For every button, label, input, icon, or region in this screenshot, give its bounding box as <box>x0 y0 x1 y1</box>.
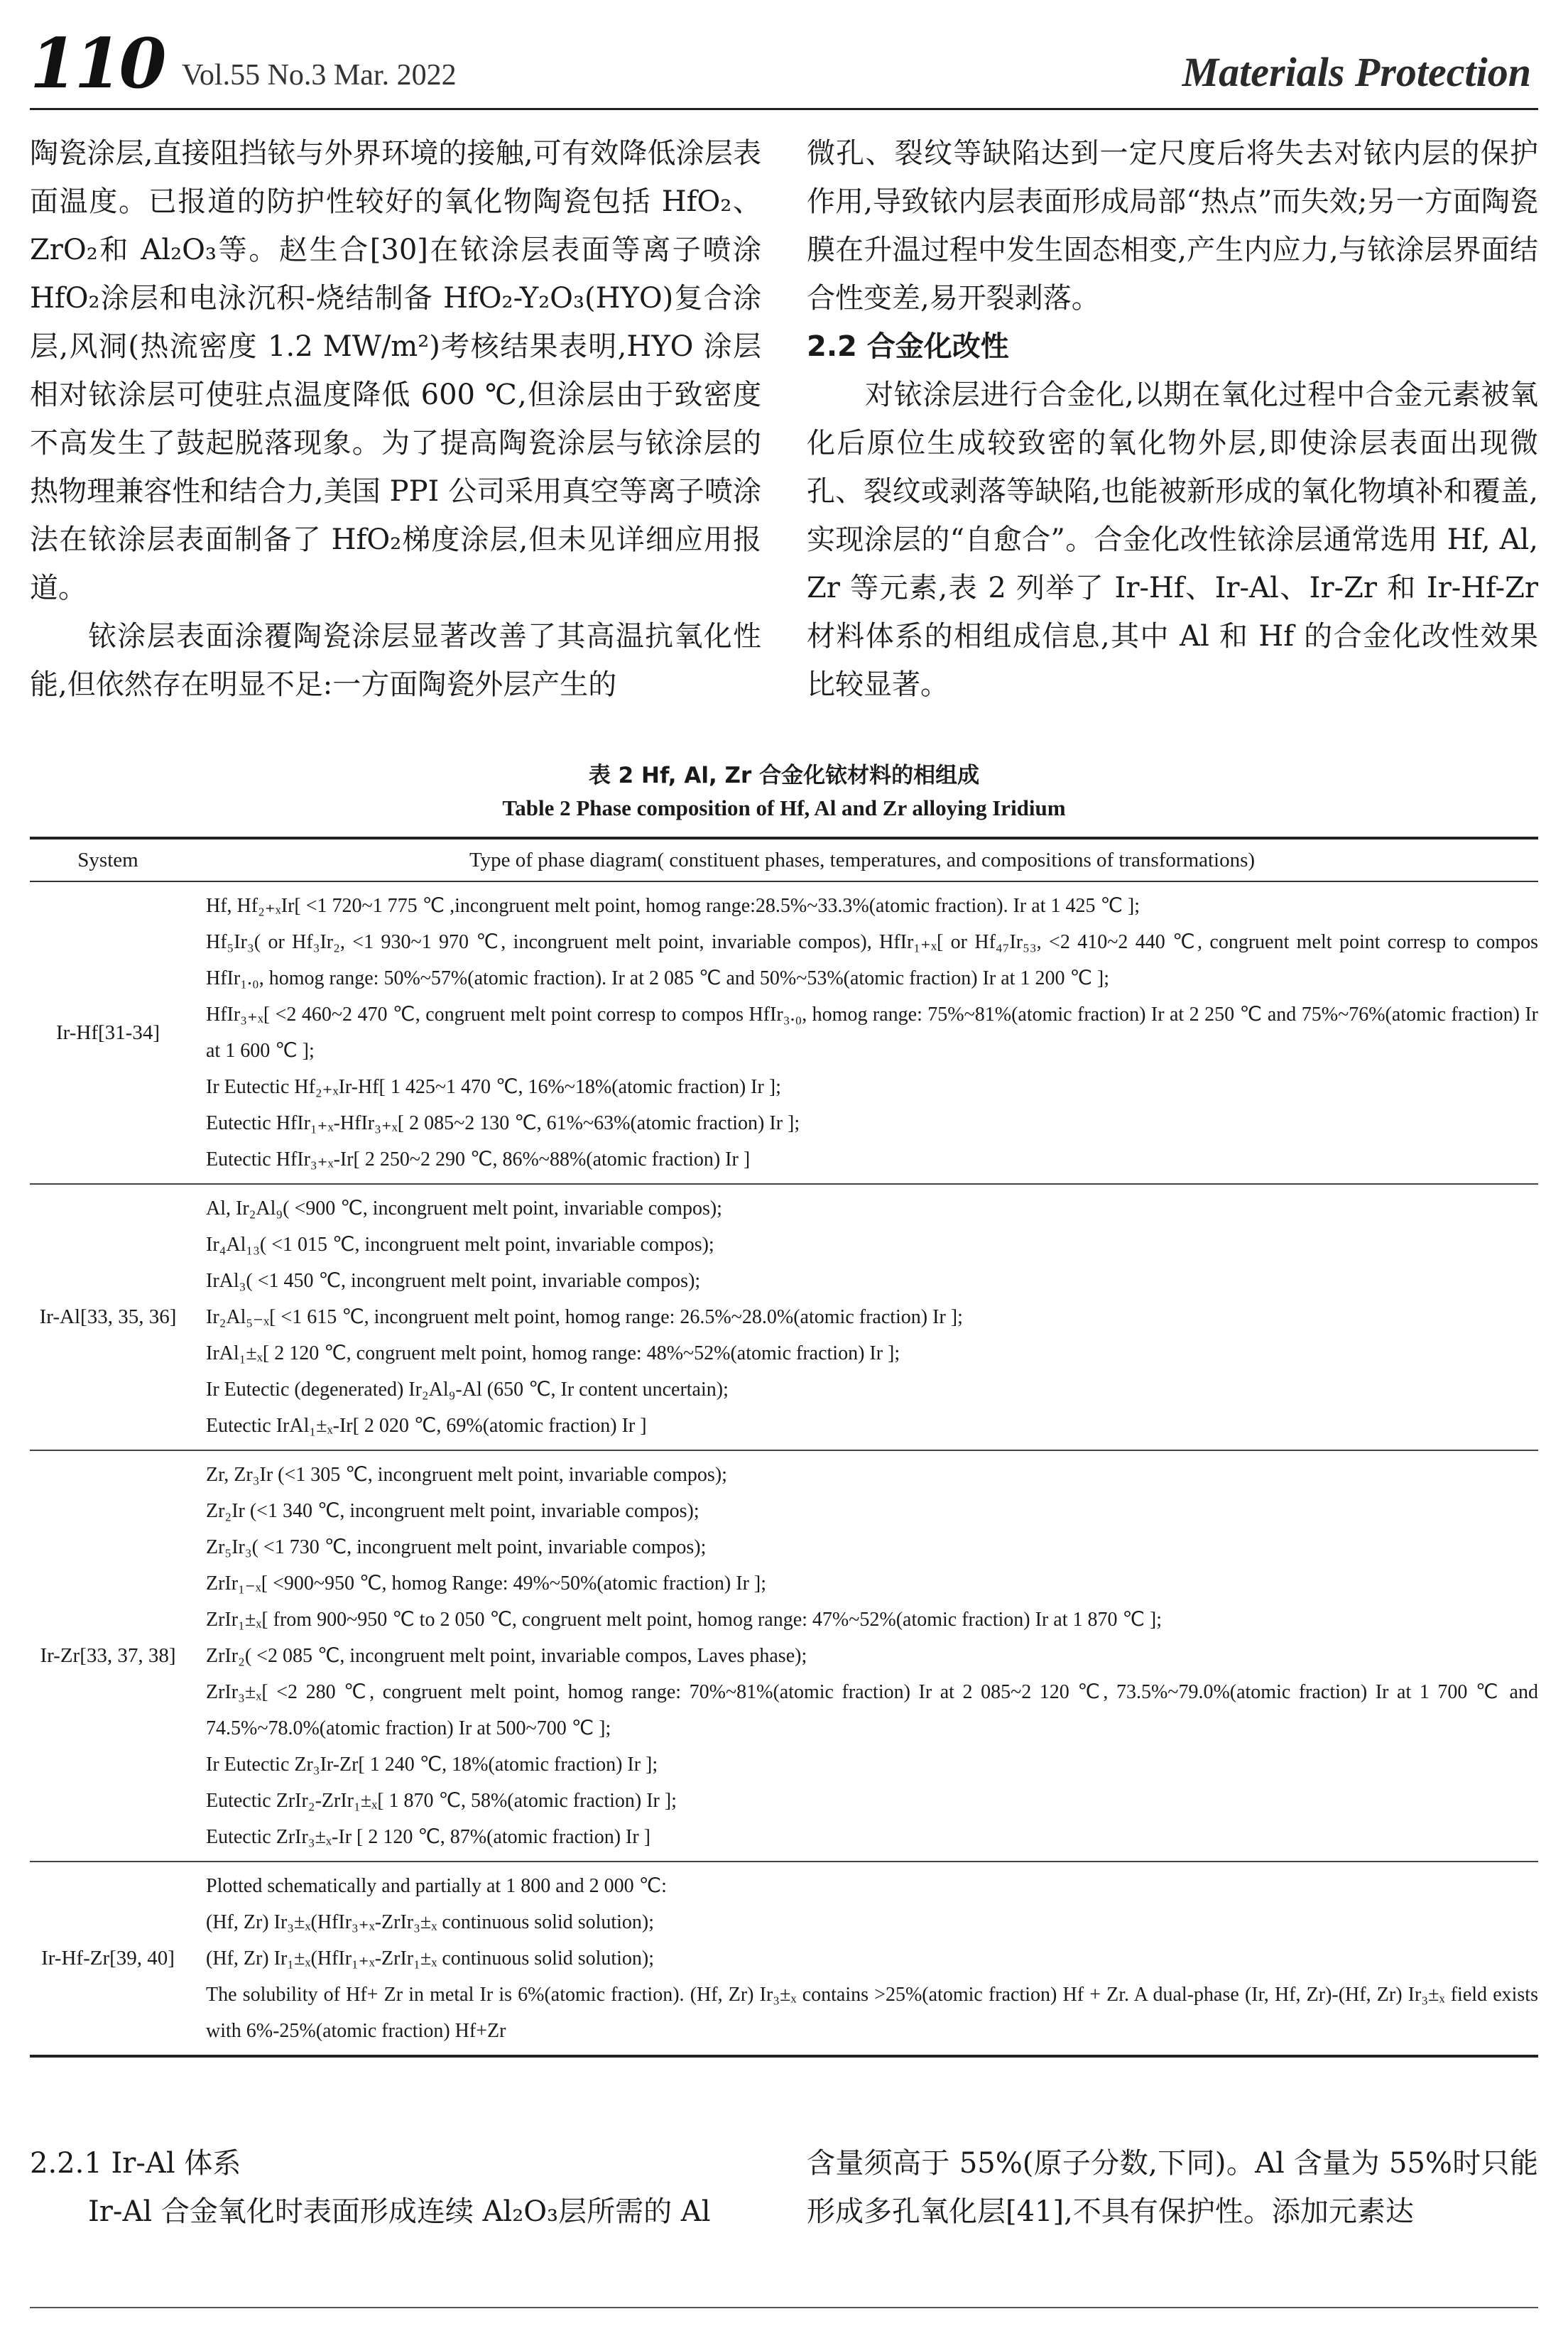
description-line: Eutectic HfIr₁₊ₓ-HfIr₃₊ₓ[ 2 085~2 130 ℃, 61%~63%(atomic fraction) Ir ]; <box>206 1112 800 1134</box>
page-header <box>30 23 1538 107</box>
description-line: Al, Ir₂Al₉( <900 ℃, incongruent melt point, invariable compos); <box>206 1197 722 1219</box>
description-line: Ir₄Al₁₃( <1 015 ℃, incongruent melt point, invariable compos); <box>206 1234 714 1256</box>
description-line: Ir Eutectic Zr₃Ir-Zr[ 1 240 ℃, 18%(atomic fraction) Ir ]; <box>206 1754 658 1776</box>
description-line: Eutectic ZrIr₃±ₓ-Ir [ 2 120 ℃, 87%(atomic fraction) Ir ] <box>206 1826 650 1848</box>
description-line: Zr₅Ir₃( <1 730 ℃, incongruent melt point, invariable compos); <box>206 1536 707 1558</box>
system-cell: Ir-Al[33, 35, 36] <box>30 1184 186 1450</box>
col-header-type: Type of phase diagram( constituent phases, temperatures, and compositions of transformations) <box>186 838 1538 881</box>
description-line: Ir₂Al₅₋ₓ[ <1 615 ℃, incongruent melt point, homog range: 26.5%~28.0%(atomic fraction) Ir ]; <box>206 1306 963 1328</box>
description-cell <box>186 1450 1538 1862</box>
header-rule <box>30 108 1538 110</box>
description-line: ZrIr₂( <2 085 ℃, incongruent melt point, invariable compos, Laves phase); <box>206 1645 807 1667</box>
table-row <box>30 1184 1538 1450</box>
left-paragraph-2: 铱涂层表面涂覆陶瓷涂层显著改善了其高温抗氧化性能,但依然存在明显不足:一方面陶瓷外层产生的 <box>30 620 761 701</box>
bottom-right-paragraph: 含量须高于 55%(原子分数,下同)。Al 含量为 55%时只能形成多孔氧化层[41],不具有保护性。添加元素达 <box>807 2147 1538 2228</box>
table-caption-cn: 表 2 Hf, Al, Zr 合金化铱材料的相组成 <box>588 763 980 788</box>
col-header-system: System <box>30 838 186 881</box>
journal-issue-info: Vol.55 No.3 Mar. 2022 <box>182 59 457 92</box>
description-line: Ir Eutectic (degenerated) Ir₂Al₉-Al (650 ℃, Ir content uncertain); <box>206 1379 729 1401</box>
table-caption-en: Table 2 Phase composition of Hf, Al and Zr alloying Iridium <box>502 795 1066 820</box>
description-line: IrAl₃( <1 450 ℃, incongruent melt point, invariable compos); <box>206 1270 701 1292</box>
bottom-left-paragraph: Ir-Al 合金氧化时表面形成连续 Al₂O₃层所需的 Al <box>88 2195 711 2228</box>
system-cell: Ir-Hf[31-34] <box>30 881 186 1184</box>
description-line: Eutectic IrAl₁±ₓ-Ir[ 2 020 ℃, 69%(atomic fraction) Ir ] <box>206 1415 647 1437</box>
description-cell <box>186 881 1538 1184</box>
description-line: ZrIr₁₋ₓ[ <900~950 ℃, homog Range: 49%~50%(atomic fraction) Ir ]; <box>206 1572 766 1594</box>
description-line: Eutectic ZrIr₂-ZrIr₁±ₓ[ 1 870 ℃, 58%(atomic fraction) Ir ]; <box>206 1790 677 1812</box>
description-cell <box>186 1184 1538 1450</box>
description-line: (Hf, Zr) Ir₃±ₓ(HfIr₃₊ₓ-ZrIr₃±ₓ continuous solid solution); <box>206 1911 655 1933</box>
description-line: HfIr₃₊ₓ[ <2 460~2 470 ℃, congruent melt point corresp to compos HfIr₃.₀, homog range: 75%~81%(atomic fraction) Ir at 2 250 ℃ and 75%~76%(atomic fraction) Ir at 1 600 ℃ ]; <box>206 1004 1538 1062</box>
footer-rule <box>30 2307 1538 2308</box>
description-line: The solubility of Hf+ Zr in metal Ir is 6%(atomic fraction). (Hf, Zr) Ir₃±ₓ contains >25%(atomic fraction) Hf + Zr. A dual-phase (Ir, Hf, Zr)-(Hf, Zr) Ir₃±ₓ field exists with 6%-25%(atomic fraction) Hf+Zr <box>206 1984 1538 2042</box>
table-row <box>30 1450 1538 1862</box>
right-column <box>807 129 1538 709</box>
table-header-row <box>30 838 1538 881</box>
bottom-right-column <box>807 2139 1538 2236</box>
phase-table <box>30 837 1538 2058</box>
left-column <box>30 129 761 709</box>
description-line: Hf, Hf₂₊ₓIr[ <1 720~1 775 ℃ ,incongruent melt point, homog range:28.5%~33.3%(atomic fraction). Ir at 1 425 ℃ ]; <box>206 895 1140 917</box>
section-heading: 2.2 合金化改性 <box>807 330 1009 363</box>
description-line: (Hf, Zr) Ir₁±ₓ(HfIr₁₊ₓ-ZrIr₁±ₓ continuous solid solution); <box>206 1947 655 1969</box>
description-cell <box>186 1862 1538 2056</box>
journal-name: Materials Protection <box>1182 49 1531 95</box>
description-line: Zr₂Ir (<1 340 ℃, incongruent melt point, invariable compos); <box>206 1500 699 1522</box>
table-row <box>30 881 1538 1184</box>
description-line: ZrIr₁±ₓ[ from 900~950 ℃ to 2 050 ℃, congruent melt point, homog range: 47%~52%(atomic fraction) Ir at 1 870 ℃ ]; <box>206 1609 1163 1631</box>
subsection-heading: 2.2.1 Ir-Al 体系 <box>30 2147 241 2180</box>
bottom-left-column <box>30 2139 761 2236</box>
system-cell: Ir-Hf-Zr[39, 40] <box>30 1862 186 2056</box>
left-paragraph-1: 陶瓷涂层,直接阻挡铱与外界环境的接触,可有效降低涂层表面温度。已报道的防护性较好的氧化物陶瓷包括 HfO₂、ZrO₂和 Al₂O₃等。赵生合[30]在铱涂层表面等离子喷涂 HfO₂涂层和电泳沉积-烧结制备 HfO₂-Y₂O₃(HYO)复合涂层,风洞(热流密度 1.2 MW/m²)考核结果表明,HYO 涂层相对铱涂层可使驻点温度降低 600 ℃,但涂层由于致密度不高发生了鼓起脱落现象。为了提高陶瓷涂层与铱涂层的热物理兼容性和结合力,美国 PPI 公司采用真空等离子喷涂法在铱涂层表面制备了 HfO₂梯度涂层,但未见详细应用报道。 <box>30 137 761 604</box>
description-line: Hf₅Ir₃( or Hf₃Ir₂, <1 930~1 970 ℃, incongruent melt point, invariable compos), HfIr₁₊ₓ[ or Hf₄₇Ir₅₃, <2 410~2 440 ℃, congruent melt point corresp to compos HfIr₁.₀, homog range: 50%~57%(atomic fraction). Ir at 2 085 ℃ and 50%~53%(atomic fraction) Ir at 1 200 ℃ ]; <box>206 931 1538 989</box>
right-paragraph-1: 微孔、裂纹等缺陷达到一定尺度后将失去对铱内层的保护作用,导致铱内层表面形成局部“热点”而失效;另一方面陶瓷膜在升温过程中发生固态相变,产生内应力,与铱涂层界面结合性变差,易开裂剥落。 <box>807 137 1538 315</box>
description-line: IrAl₁±ₓ[ 2 120 ℃, congruent melt point, homog range: 48%~52%(atomic fraction) Ir ]; <box>206 1342 900 1364</box>
page-number: 110 <box>30 23 164 104</box>
system-cell: Ir-Zr[33, 37, 38] <box>30 1450 186 1862</box>
right-paragraph-2: 对铱涂层进行合金化,以期在氧化过程中合金元素被氧化后原位生成较致密的氧化物外层,即使涂层表面出现微孔、裂纹或剥落等缺陷,也能被新形成的氧化物填补和覆盖,实现涂层的“自愈合”。合金化改性铱涂层通常选用 Hf, Al, Zr 等元素,表 2 列举了 Ir-Hf、Ir-Al、Ir-Zr 和 Ir-Hf-Zr 材料体系的相组成信息,其中 Al 和 Hf 的合金化改性效果比较显著。 <box>807 379 1538 701</box>
description-line: Eutectic HfIr₃₊ₓ-Ir[ 2 250~2 290 ℃, 86%~88%(atomic fraction) Ir ] <box>206 1148 751 1170</box>
description-line: Ir Eutectic Hf₂₊ₓIr-Hf[ 1 425~1 470 ℃, 16%~18%(atomic fraction) Ir ]; <box>206 1076 781 1098</box>
description-line: ZrIr₃±ₓ[ <2 280 ℃, congruent melt point, homog range: 70%~81%(atomic fraction) Ir at 2 085~2 120 ℃, 73.5%~79.0%(atomic fraction) Ir at 1 700 ℃ and 74.5%~78.0%(atomic fraction) Ir at 500~700 ℃ ]; <box>206 1681 1538 1739</box>
description-line: Plotted schematically and partially at 1 800 and 2 000 ℃: <box>206 1875 667 1897</box>
description-line: Zr, Zr₃Ir (<1 305 ℃, incongruent melt point, invariable compos); <box>206 1464 727 1486</box>
table-row <box>30 1862 1538 2056</box>
